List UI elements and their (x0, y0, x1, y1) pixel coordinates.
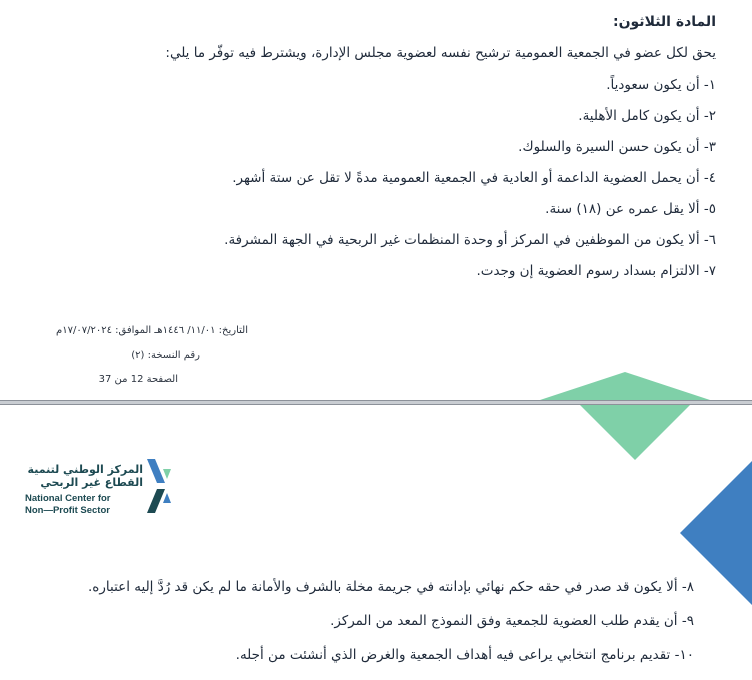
list-item: ٥- ألا يقل عمره عن (١٨) سنة. (545, 201, 716, 217)
footer-version: رقم النسخة: (٢) (131, 350, 200, 361)
list-item: ٩- أن يقدم طلب العضوية للجمعية وفق النموذج المعد من المركز. (330, 613, 694, 629)
logo-arabic-line1: المركز الوطني لتنمية (27, 463, 143, 476)
list-item: ٦- ألا يكون من الموظفين في المركز أو وحدة المنظمات غير الربحية في الجهة المشرفة. (224, 232, 716, 248)
article-intro: يحق لكل عضو في الجمعية العمومية ترشيح نفسه لعضوية مجلس الإدارة، ويشترط فيه توفّر ما يلي: (165, 45, 716, 61)
list-item: ٢- أن يكون كامل الأهلية. (578, 108, 716, 124)
logo-arabic-line2: القطاع غير الربحي (40, 476, 143, 489)
ncnp-logo-mark-icon (145, 455, 175, 517)
footer-page-number: الصفحة 12 من 37 (98, 374, 178, 385)
article-title: المادة الثلاثون: (612, 14, 716, 30)
requirements-list-continued (14, 570, 694, 672)
list-item: ٤- أن يحمل العضوية الداعمة أو العادية في الجمعية العمومية مدةً لا تقل عن ستة أشهر. (232, 170, 716, 186)
document-page-13 (0, 405, 752, 680)
list-item: ٣- أن يكون حسن السيرة والسلوك. (518, 139, 716, 155)
decorative-green-shape (580, 405, 690, 460)
article-30 (26, 10, 716, 287)
logo-english-line1: National Center for (25, 493, 111, 504)
list-item: ٨- ألا يكون قد صدر في حقه حكم نهائي بإدانته في جريمة مخلة بالشرف والأمانة ما لم يكن قد رُدَّ إليه اعتباره. (88, 579, 694, 595)
logo-english-line2: Non—Profit Sector (25, 505, 110, 516)
footer-date: التاريخ: ١١/٠١/ ١٤٤٦هـ الموافق: ١٧/٠٧/٢٠٢٤م (56, 325, 248, 336)
list-item: ١- أن يكون سعودياً. (606, 77, 716, 93)
requirements-list (26, 70, 716, 287)
decorative-green-shape (540, 372, 710, 400)
ncnp-logo (25, 453, 175, 523)
list-item: ٧- الالتزام بسداد رسوم العضوية إن وجدت. (476, 263, 716, 279)
list-item: ١٠- تقديم برنامج انتخابي يراعى فيه أهداف الجمعية والغرض الذي أنشئت من أجله. (235, 647, 694, 663)
